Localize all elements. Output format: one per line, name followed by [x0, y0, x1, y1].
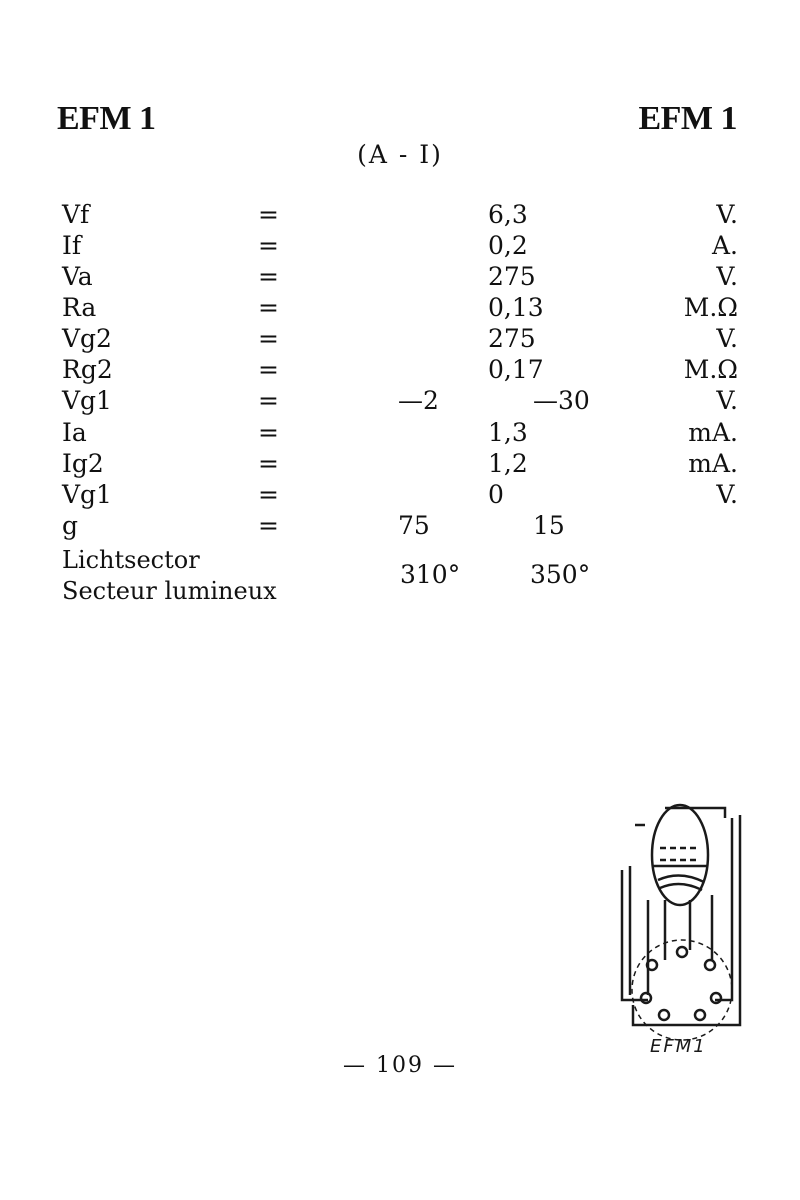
wire-right-inner: [715, 818, 732, 1000]
header-title-left: EFM 1: [57, 100, 156, 137]
spec-row-g: [0, 511, 800, 542]
spec-value-2: 0,2: [488, 231, 528, 260]
spec-value-2: 0,13: [488, 293, 544, 322]
spec-unit: V.: [716, 262, 738, 291]
spec-row-ia: [0, 418, 800, 449]
wire-left: [622, 870, 648, 1000]
tube-pin: [695, 1010, 705, 1020]
spec-symbol: Rg2: [62, 355, 113, 384]
page-number: — 109 —: [343, 1053, 457, 1078]
spec-symbol: g: [62, 511, 79, 540]
spec-value-2: 1,3: [488, 418, 528, 447]
spec-value-1: 75: [398, 511, 430, 540]
light-sector-label-nl: Lichtsector: [62, 546, 200, 574]
tube-pin: [677, 947, 687, 957]
light-sector-value-2: 350°: [530, 560, 591, 589]
spec-symbol: Vg2: [62, 324, 112, 353]
spec-equals: =: [258, 355, 279, 384]
header-title-right: EFM 1: [638, 100, 737, 137]
light-sector-label-fr: Secteur lumineux: [62, 577, 277, 605]
spec-row-va: [0, 262, 800, 293]
spec-value-2: 0,17: [488, 355, 544, 384]
spec-row-vg1-zero: [0, 480, 800, 511]
spec-value-2: 6,3: [488, 200, 528, 229]
spec-row-ig2: [0, 449, 800, 480]
spec-value-2: 275: [488, 324, 536, 353]
tube-pin: [659, 1010, 669, 1020]
spec-value-2: 1,2: [488, 449, 528, 478]
spec-symbol: Ig2: [62, 449, 104, 478]
tube-pin: [705, 960, 715, 970]
spec-row-vf: [0, 200, 800, 231]
spec-unit: M.Ω: [683, 293, 738, 322]
spec-unit: V.: [716, 386, 738, 415]
spec-unit: V.: [716, 200, 738, 229]
spec-equals: =: [258, 293, 279, 322]
spec-unit: mA.: [688, 449, 738, 478]
spec-row-rg2: [0, 355, 800, 386]
spec-value-2: 15: [533, 511, 565, 540]
spec-equals: =: [258, 511, 279, 540]
spec-row-if: [0, 231, 800, 262]
spec-equals: =: [258, 324, 279, 353]
spec-equals: =: [258, 200, 279, 229]
spec-symbol: Va: [62, 262, 93, 291]
light-sector-value-1: 310°: [400, 560, 461, 589]
spec-unit: V.: [716, 324, 738, 353]
tube-electrode: [658, 875, 704, 882]
tube-electrode: [660, 884, 702, 890]
spec-equals: =: [258, 480, 279, 509]
spec-equals: =: [258, 418, 279, 447]
spec-symbol: Vg1: [62, 386, 112, 415]
spec-value-2: 275: [488, 262, 536, 291]
spec-value-1: —2: [398, 386, 439, 415]
tube-pin: [711, 993, 721, 1003]
spec-symbol: Vf: [62, 200, 90, 229]
tube-pin: [641, 993, 651, 1003]
spec-unit: mA.: [688, 418, 738, 447]
spec-symbol: Ia: [62, 418, 87, 447]
spec-row-ra: [0, 293, 800, 324]
light-sector-labels: [62, 545, 277, 607]
spec-symbol: Ra: [62, 293, 97, 322]
spec-equals: =: [258, 262, 279, 291]
tube-pinout-diagram: [600, 800, 750, 1060]
spec-unit: V.: [716, 480, 738, 509]
spec-equals: =: [258, 231, 279, 260]
header-subtitle: (A - I): [357, 140, 443, 169]
spec-symbol: If: [62, 231, 82, 260]
diagram-caption: EFM1: [650, 1036, 707, 1057]
spec-equals: =: [258, 449, 279, 478]
spec-unit: A.: [711, 231, 738, 260]
spec-row-vg1: [0, 386, 800, 417]
spec-value-2: —30: [533, 386, 590, 415]
spec-row-vg2: [0, 324, 800, 355]
spec-symbol: Vg1: [62, 480, 112, 509]
spec-value-2: 0: [488, 480, 504, 509]
spec-equals: =: [258, 386, 279, 415]
spec-unit: M.Ω: [683, 355, 738, 384]
